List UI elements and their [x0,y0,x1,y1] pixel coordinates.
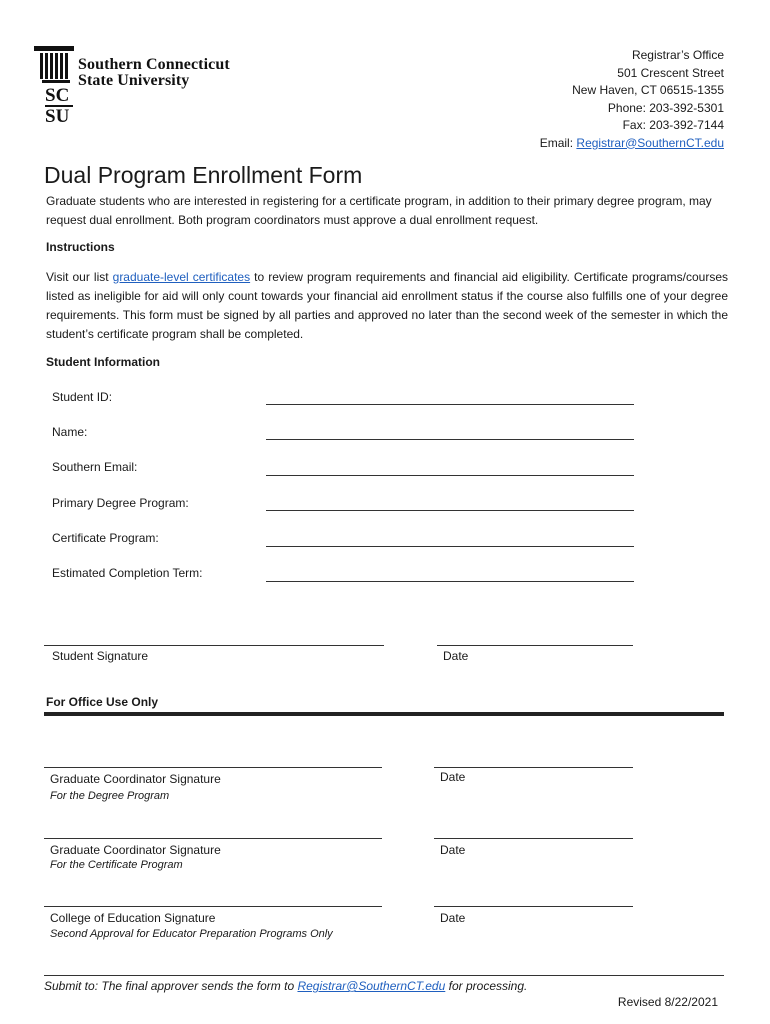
fax-number: Fax: 203-392-7144 [622,118,724,132]
southern-email-label: Southern Email: [52,460,138,474]
certificates-link[interactable]: graduate-level certificates [112,270,251,284]
abbr-bottom: SU [45,106,70,127]
column-icon [34,44,78,88]
education-date-line[interactable] [434,906,633,907]
phone-number: Phone: 203-392-5301 [607,100,724,115]
submit-email-link[interactable]: Registrar@SouthernCT.edu [297,979,446,993]
degree-coordinator-date-line[interactable] [434,767,633,768]
degree-coordinator-signature-label: Graduate Coordinator Signature [50,772,221,786]
student-date-label: Date [443,649,469,663]
registrar-email-link[interactable]: Registrar@SouthernCT.edu [576,135,724,150]
education-date-label: Date [440,911,466,925]
university-abbreviation [45,86,73,126]
university-name [78,57,230,89]
name-label: Name: [52,425,88,439]
abbr-top: SC [45,86,73,107]
university-name-line1: Southern Connecticut [78,56,230,73]
completion-term-field[interactable] [266,581,634,582]
certificate-program-field[interactable] [266,546,634,547]
registrar-address [540,47,724,152]
certificate-coordinator-signature-line[interactable] [44,838,382,839]
submit-instructions [44,979,527,993]
degree-coordinator-signature-line[interactable] [44,767,382,768]
student-id-field[interactable] [266,404,634,405]
name-field[interactable] [266,439,634,440]
street-address: 501 Crescent Street [617,65,724,80]
certificate-coordinator-date-label: Date [440,843,466,857]
office-divider [44,712,724,716]
certificate-coordinator-sub: For the Certificate Program [50,859,183,871]
intro-text: Graduate students who are interested in registering for a certificate program, in addition to their primary degree program, may request dual enrollment. Both program coordinators must approve a dual enrollment request. [46,194,712,227]
instructions-text-end: to review program requirements and financial aid eligibility. Certificate programs/courses listed as ineligible for aid will only count towards your financial aid enrollment status if the course also fulfills one of your degree requirements. This form must be signed by all parties and approved no later than the second week of the semester in which the student’s certificate program shall be completed. [46,270,729,341]
certificate-coordinator-date-line[interactable] [434,838,633,839]
primary-degree-label: Primary Degree Program: [52,496,189,510]
education-signature-label: College of Education Signature [50,911,216,925]
email-prefix: Email: [539,135,577,150]
instructions-text-start: Visit our list [46,270,113,284]
student-signature-label: Student Signature [52,649,149,663]
revision-date: Revised 8/22/2021 [617,995,718,1009]
footer-rule [44,975,724,976]
certificate-coordinator-signature-label: Graduate Coordinator Signature [50,843,221,857]
office-name: Registrar’s Office [631,48,724,62]
instructions-text [46,268,728,344]
submit-suffix: for processing. [445,979,528,993]
southern-email-field[interactable] [266,475,634,476]
instructions-heading: Instructions [46,240,115,254]
student-date-line[interactable] [437,645,633,646]
university-name-line2: State University [78,72,190,89]
certificate-program-label: Certificate Program: [52,531,159,545]
student-id-label: Student ID: [52,390,113,404]
student-signature-line[interactable] [44,645,384,646]
completion-term-label: Estimated Completion Term: [52,566,203,580]
education-signature-line[interactable] [44,906,382,907]
office-use-heading: For Office Use Only [46,695,159,709]
degree-coordinator-date-label: Date [440,770,466,784]
education-signature-sub: Second Approval for Educator Preparation Programs Only [50,928,333,940]
primary-degree-field[interactable] [266,510,634,511]
page-title: Dual Program Enrollment Form [44,162,363,188]
submit-prefix: Submit to: The final approver sends the form to [44,979,298,993]
city-address: New Haven, CT 06515-1355 [572,83,724,97]
student-info-heading: Student Information [46,355,160,369]
degree-coordinator-sub: For the Degree Program [50,790,170,802]
email-line [540,135,724,153]
